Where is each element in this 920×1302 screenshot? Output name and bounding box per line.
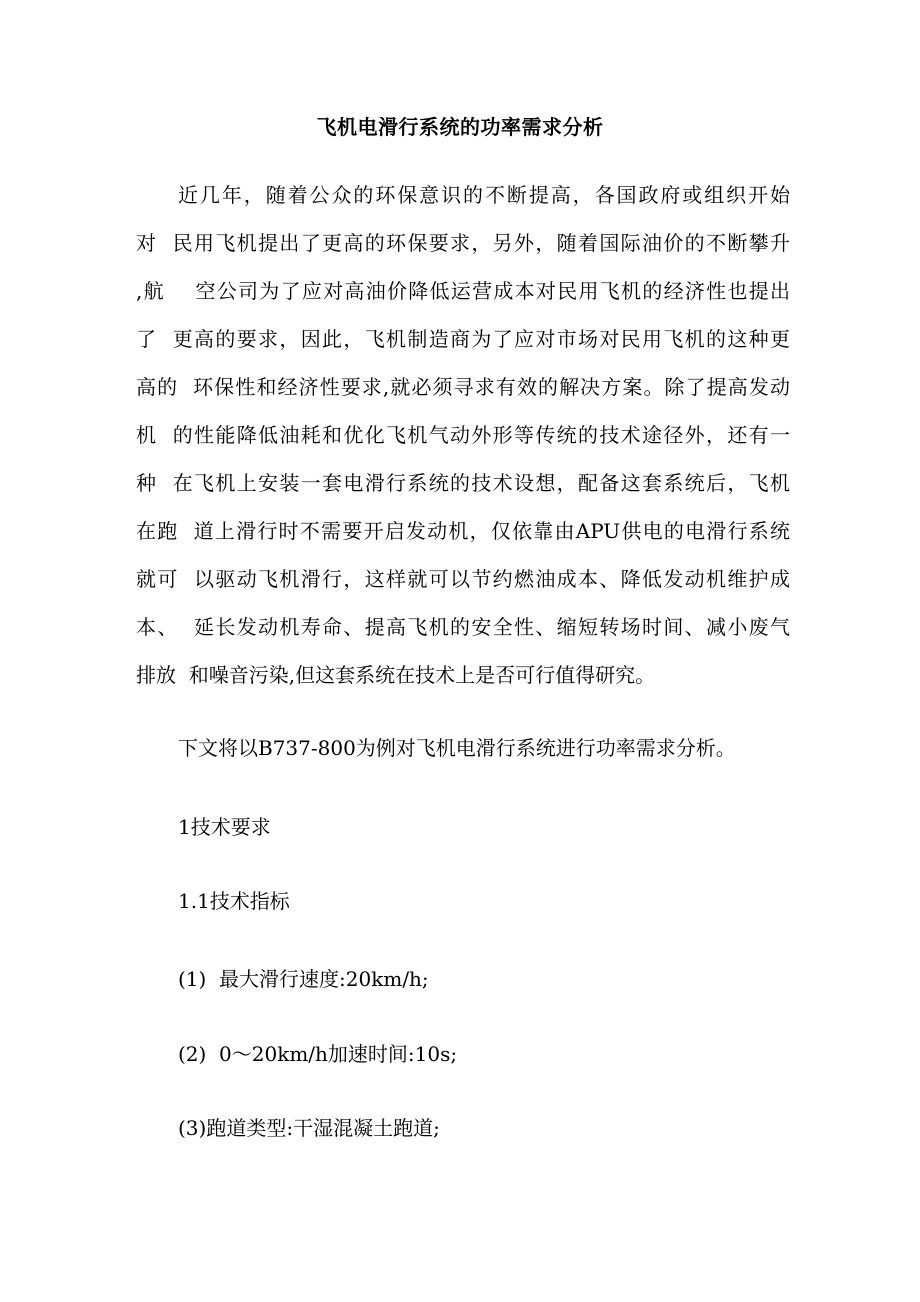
paragraph-line: 在跑 道上滑行时不需要开启发动机，仅依靠由APU供电的电滑行系统 <box>136 519 790 543</box>
paragraph-two: 下文将以B737-800为例对飞机电滑行系统进行功率需求分析。 <box>178 736 736 760</box>
spec-item: (3)跑道类型:干湿混凝土跑道; <box>178 1116 440 1140</box>
paragraph-line: 种 在飞机上安装一套电滑行系统的技术设想，配备这套系统后，飞机 <box>136 471 790 495</box>
section-heading: 1技术要求 <box>178 815 271 839</box>
paragraph-line: 高的 环保性和经济性要求,就必须寻求有效的解决方案。除了提高发动 <box>136 375 790 399</box>
spec-item: (1) 最大滑行速度:20km/h; <box>178 967 429 991</box>
paragraph-line: 了 更高的要求，因此，飞机制造商为了应对市场对民用飞机的这种更 <box>136 327 790 351</box>
document-title: 飞机电滑行系统的功率需求分析 <box>316 115 604 139</box>
paragraph-line: 排放 和噪音污染,但这套系统在技术上是否可行值得研究。 <box>136 663 656 687</box>
spec-item: (2) 0〜20km/h加速时间:10s; <box>178 1042 458 1066</box>
paragraph-line: 近几年，随着公众的环保意识的不断提高，各国政府或组织开始 <box>178 183 790 207</box>
paragraph-line: 机 的性能降低油耗和优化飞机气动外形等传统的技术途径外，还有一 <box>136 423 790 447</box>
paragraph-line: 对 民用飞机提出了更高的环保要求，另外，随着国际油价的不断攀升 <box>136 231 790 255</box>
paragraph-line: ,航 空公司为了应对高油价降低运营成本对民用飞机的经济性也提出 <box>136 279 790 303</box>
paragraph-line: 本、 延长发动机寿命、提高飞机的安全性、缩短转场时间、减小废气 <box>136 615 790 639</box>
paragraph-line: 就可 以驱动飞机滑行，这样就可以节约燃油成本、降低发动机维护成 <box>136 567 790 591</box>
subsection-heading: 1.1技术指标 <box>178 889 290 913</box>
